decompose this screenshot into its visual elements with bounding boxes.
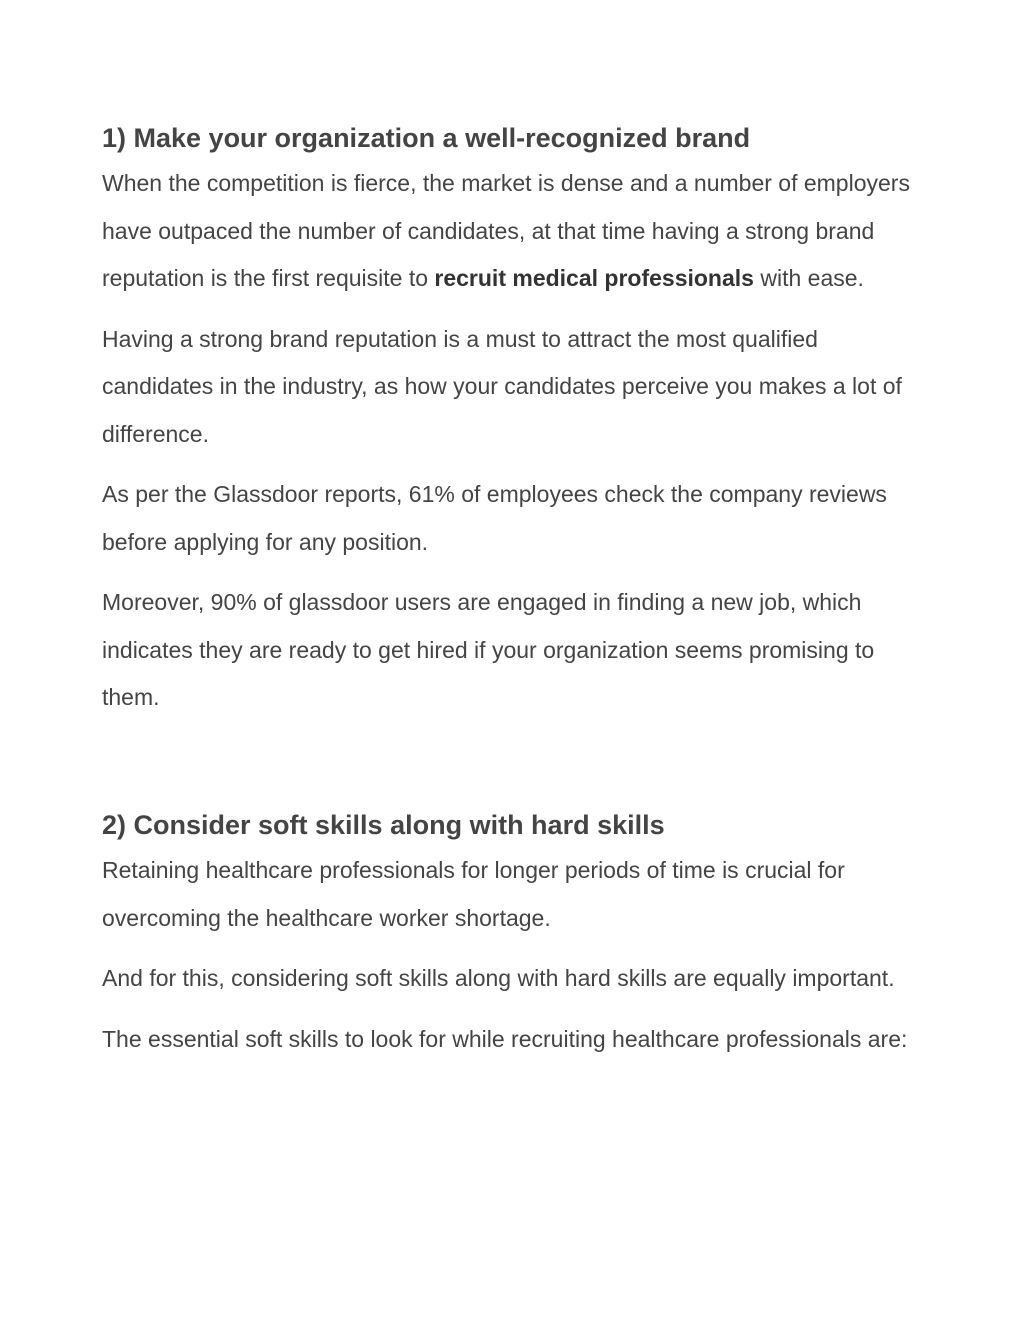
bold-phrase: recruit medical professionals: [434, 265, 754, 291]
paragraph: Moreover, 90% of glassdoor users are engaged in finding a new job, which indicates they are ready to get hired if your organization seems promising to them.: [102, 589, 875, 710]
section-soft-skills: [102, 808, 924, 1063]
section-heading: 1) Make your organization a well-recognized brand: [102, 123, 751, 153]
paragraph: As per the Glassdoor reports, 61% of employees check the company reviews before applying for any position.: [102, 481, 887, 555]
paragraph: The essential soft skills to look for while recruiting healthcare professionals are:: [102, 1025, 908, 1052]
section-heading: 2) Consider soft skills along with hard skills: [102, 810, 665, 840]
paragraph-text: with ease.: [753, 265, 864, 291]
paragraph: Having a strong brand reputation is a must to attract the most qualified candidates in the industry, as how your candidates perceive you makes a lot of difference.: [102, 325, 902, 447]
section-body: [102, 160, 924, 722]
paragraph: And for this, considering soft skills along with hard skills are equally important.: [102, 965, 895, 991]
paragraph-text: When the competition is fierce, the market is dense and a number of employers have outpaced the number of candidates, at that time having a strong brand reputation is the first requisite to: [102, 170, 910, 291]
paragraph: [102, 160, 924, 303]
section-brand: [102, 121, 924, 722]
paragraph: Retaining healthcare professionals for longer periods of time is crucial for overcoming the healthcare worker shortage.: [102, 857, 845, 931]
section-body: [102, 847, 924, 1063]
